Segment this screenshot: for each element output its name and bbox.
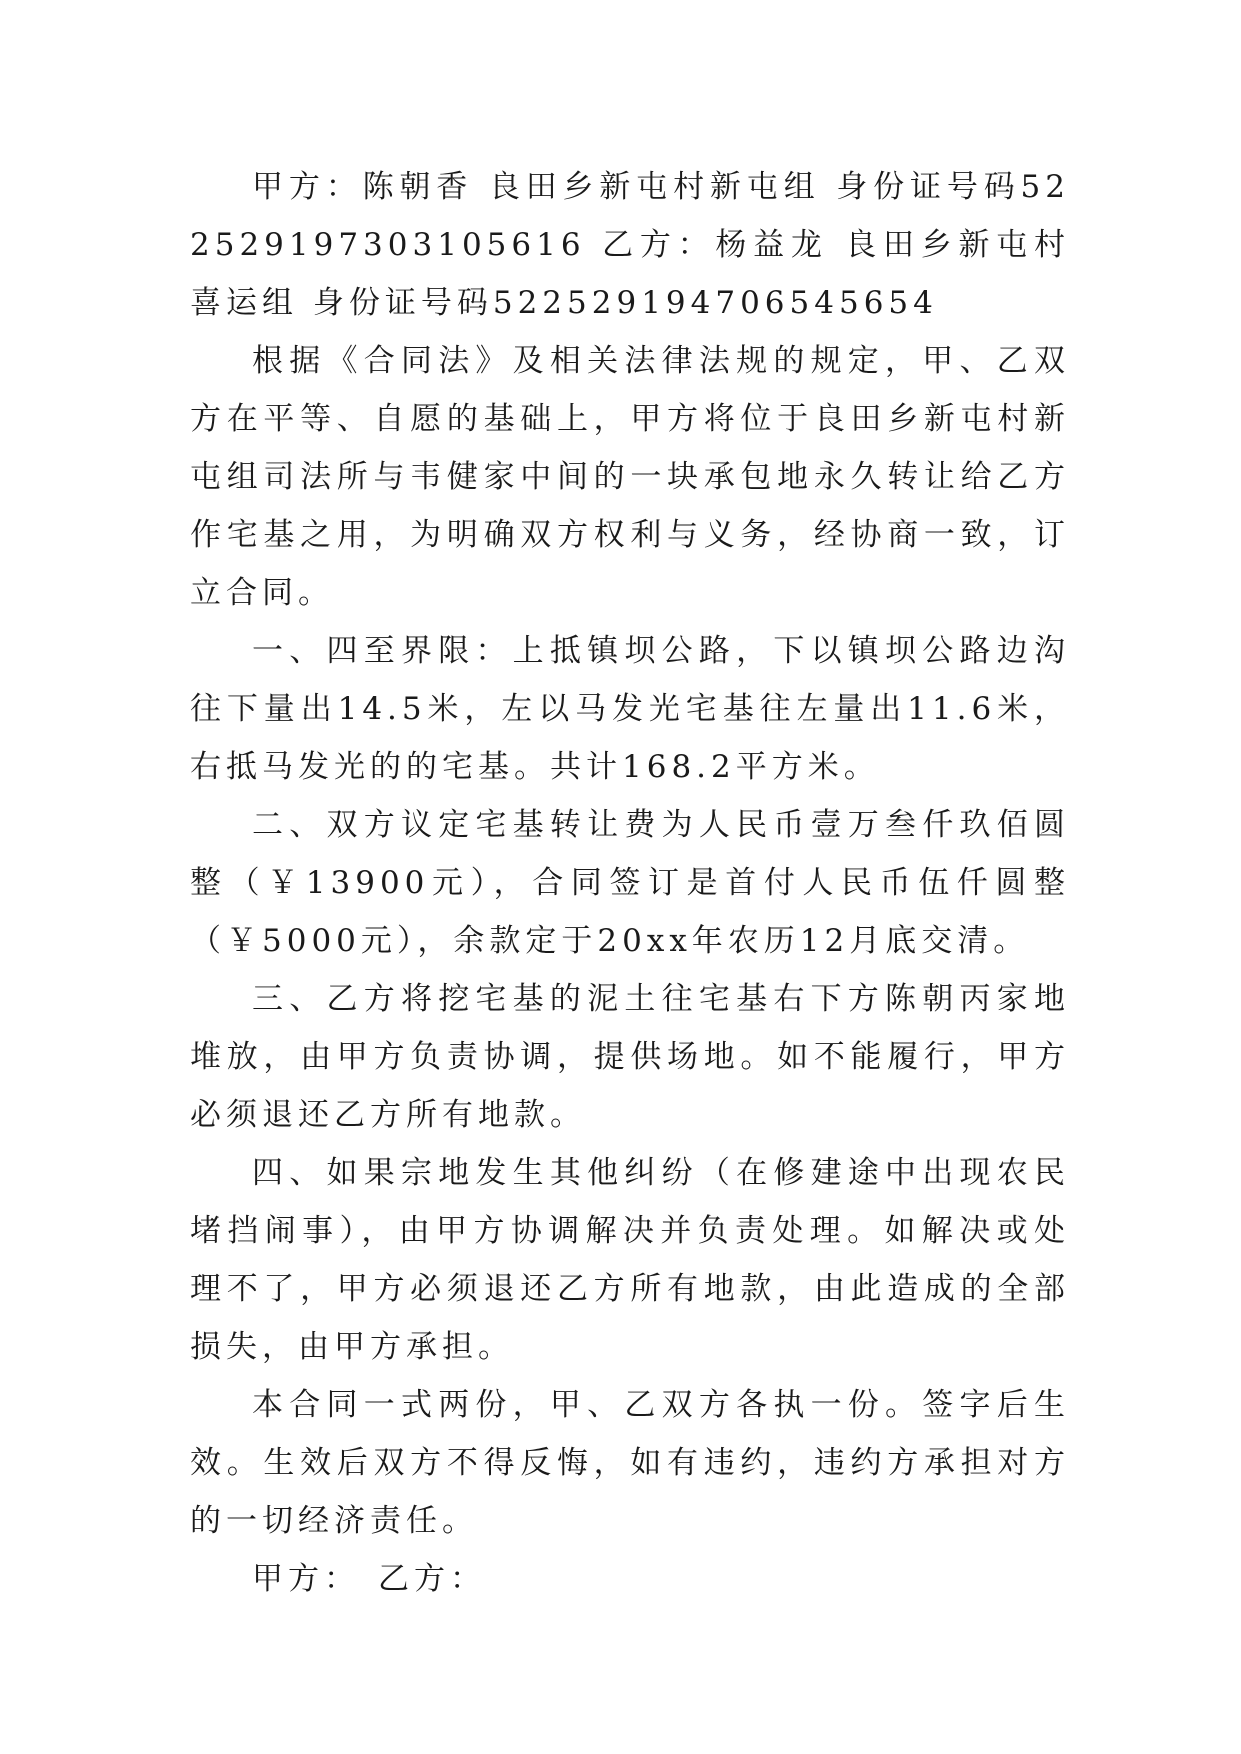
clause-4-disputes: 四、如果宗地发生其他纠纷（在修建途中出现农民堵挡闹事），由甲方协调解决并负责处理。如解决或处理不了，甲方必须退还乙方所有地款，由此造成的全部损失，由甲方承担。 xyxy=(190,1155,1070,1365)
closing-paragraph: 本合同一式两份，甲、乙双方各执一份。签字后生效。生效后双方不得反悔，如有违约，违约方承担对方的一切经济责任。 xyxy=(190,1387,1070,1539)
contract-body xyxy=(190,158,1070,1608)
clause-2-fee: 二、双方议定宅基转让费为人民币壹万叁仟玖佰圆整（￥13900元），合同签订是首付人民币伍仟圆整（￥5000元），余款定于20xx年农历12月底交清。 xyxy=(190,807,1070,959)
preamble-paragraph: 根据《合同法》及相关法律法规的规定，甲、乙双方在平等、自愿的基础上，甲方将位于良田乡新屯村新屯组司法所与韦健家中间的一块承包地永久转让给乙方作宅基之用，为明确双方权利与义务，经协商一致，订立合同。 xyxy=(190,343,1070,611)
clause-3-soil: 三、乙方将挖宅基的泥土往宅基右下方陈朝丙家地堆放，由甲方负责协调，提供场地。如不能履行，甲方必须退还乙方所有地款。 xyxy=(190,981,1070,1133)
parties-paragraph: 甲方：陈朝香 良田乡新屯村新屯组 身份证号码522529197303105616 乙方：杨益龙 良田乡新屯村喜运组 身份证号码522529194706545654 xyxy=(190,169,1070,321)
party-a-signature-label: 甲方： xyxy=(252,1561,360,1597)
clause-1-boundaries: 一、四至界限：上抵镇坝公路，下以镇坝公路边沟往下量出14.5米，左以马发光宅基往左量出11.6米，右抵马发光的的宅基。共计168.2平方米。 xyxy=(190,633,1070,785)
signature-line xyxy=(190,1550,1070,1608)
party-b-signature-label: 乙方： xyxy=(378,1561,486,1597)
